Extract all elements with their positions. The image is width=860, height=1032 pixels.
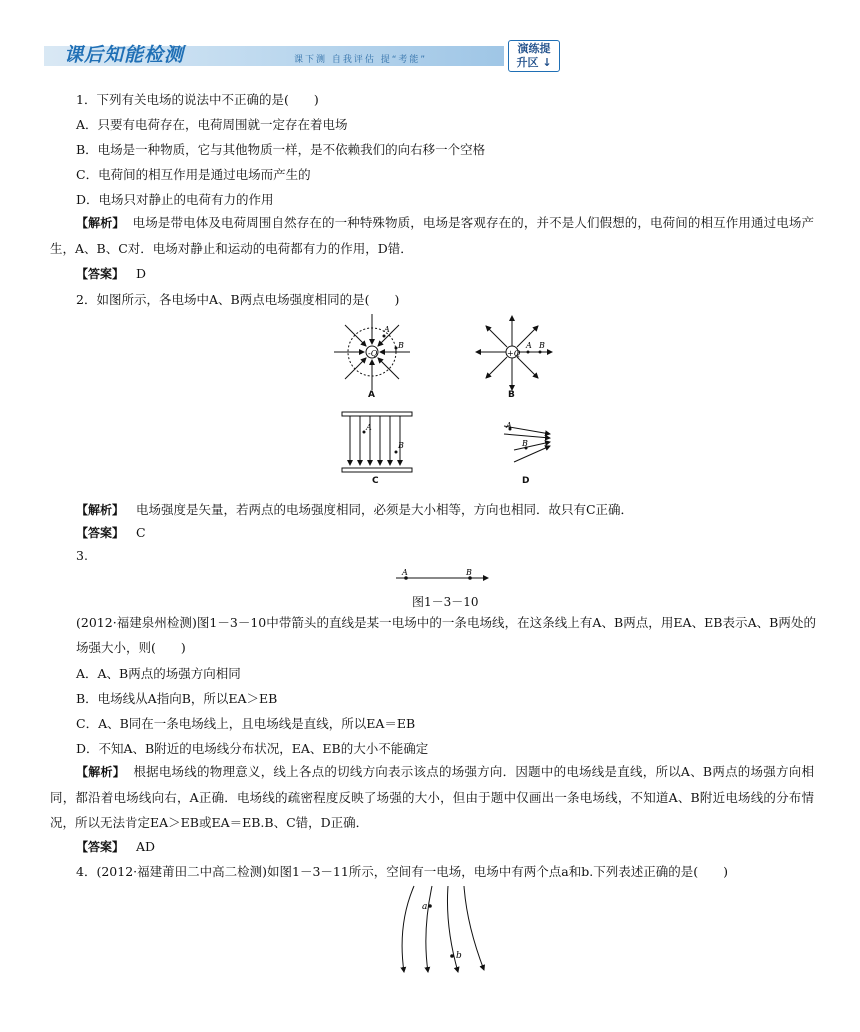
figure-label-a: A (368, 390, 375, 400)
svg-text:A: A (402, 568, 408, 577)
figure-c-uniform-field (338, 410, 416, 476)
q4-stem: 4．(2012·福建莆田二中高二检测)如图1－3－11所示，空间有一电场，电场中有两个点a和b.下列表述正确的是( ) (76, 864, 728, 879)
answer-tag: 【答案】 (76, 840, 125, 854)
section-banner (44, 38, 564, 70)
figure-q3-field-line (394, 568, 494, 586)
analysis-tag: 【解析】 (76, 503, 125, 517)
q3-option-c: C．A、B同在一条电场线上，且电场线是直线，所以EA＝EB (76, 716, 416, 731)
q1-option-b: B．电场是一种物质，它与其他物质一样，是不依赖我们的向右移一个空格 (76, 142, 486, 157)
q2-stem: 2．如图所示，各电场中A、B两点电场强度相同的是( ) (76, 292, 400, 307)
figure-b-positive-charge (470, 310, 560, 400)
q3-option-a: A．A、B两点的场强方向相同 (76, 666, 241, 681)
q3-answer (76, 838, 155, 855)
answer-value: C (135, 525, 146, 540)
analysis-tag: 【解析】 (76, 765, 125, 779)
analysis-text: 电场强度是矢量，若两点的电场强度相同，必须是大小相等，方向也相同．故只有C正确． (135, 502, 634, 517)
answer-tag: 【答案】 (76, 526, 125, 540)
q2-answer (76, 524, 146, 541)
q3-option-b: B．电场线从A指向B，所以EA＞EB (76, 691, 278, 706)
banner-title: 课后知能检测 (64, 44, 185, 66)
q3-analysis (50, 759, 814, 835)
svg-text:A: A (384, 325, 390, 334)
answer-value: D (135, 266, 146, 281)
answer-value: AD (135, 839, 155, 854)
practice-area-badge[interactable] (508, 40, 560, 72)
svg-text:-Q: -Q (368, 349, 378, 358)
svg-text:B: B (398, 441, 404, 450)
svg-text:A: A (366, 423, 372, 432)
svg-text:B: B (466, 568, 472, 577)
figure-label-c: C (372, 476, 379, 486)
figure-d-nonuniform-field (500, 420, 560, 470)
q2-analysis (76, 500, 633, 518)
figure-label-b: B (508, 390, 515, 400)
analysis-tag: 【解析】 (76, 216, 125, 230)
svg-text:B: B (539, 341, 545, 350)
q1-option-c: C．电荷间的相互作用是通过电场而产生的 (76, 167, 311, 182)
figure-q4-curved-field (392, 884, 492, 974)
answer-tag: 【答案】 (76, 267, 125, 281)
q3-number: 3. (76, 548, 88, 563)
q1-option-d: D．电场只对静止的电荷有力的作用 (76, 192, 274, 207)
analysis-text: 根据电场线的物理意义，线上各点的切线方向表示该点的场强方向．因题中的电场线是直线，所以A、B两点的场强方向相同，都沿着电场线向右，A正确．电场线的疏密程度反映了场强的大小，但由于题中仅画出一条电场线，不知道A、B附近电场线的分布情况，所以无法肯定EA＞EB或EA＝EB.B、C错，D正确． (50, 764, 814, 830)
svg-text:A: A (526, 341, 532, 350)
badge-line1: 演练提 (517, 42, 551, 55)
svg-text:a: a (422, 902, 428, 912)
banner-subtitle: 课下测 自我评估 提“考能” (294, 55, 428, 65)
q1-stem: 1．下列有关电场的说法中不正确的是( ) (76, 92, 319, 107)
q3-option-d: D．不知A、B附近的电场线分布状况，EA、EB的大小不能确定 (76, 741, 429, 756)
q1-analysis (50, 210, 814, 261)
q1-answer (76, 265, 146, 282)
figure-label-d: D (522, 476, 530, 486)
svg-text:B: B (398, 341, 404, 350)
svg-text:B: B (522, 439, 528, 448)
analysis-text: 电场是带电体及电荷周围自然存在的一种特殊物质，电场是客观存在的，并不是人们假想的，电荷间的相互作用通过电场产生，A、B、C对．电场对静止和运动的电荷都有力的作用，D错． (50, 215, 814, 256)
svg-text:b: b (456, 951, 462, 961)
q3-stem: (2012·福建泉州检测)图1－3－10中带箭头的直线是某一电场中的一条电场线，在这条线上有A、B两点，用EA、EB表示A、B两处的场强大小，则( ) (76, 615, 816, 655)
arrow-down-icon: ↓ (542, 56, 552, 69)
svg-text:+Q: +Q (507, 349, 521, 358)
figure-a-negative-charge (330, 310, 420, 400)
badge-line2: 升区 ↓ (516, 56, 552, 69)
figure-caption: 图1－3－10 (412, 595, 479, 609)
q1-option-a: A．只要有电荷存在，电荷周围就一定存在着电场 (76, 117, 348, 132)
svg-text:A: A (506, 421, 512, 430)
